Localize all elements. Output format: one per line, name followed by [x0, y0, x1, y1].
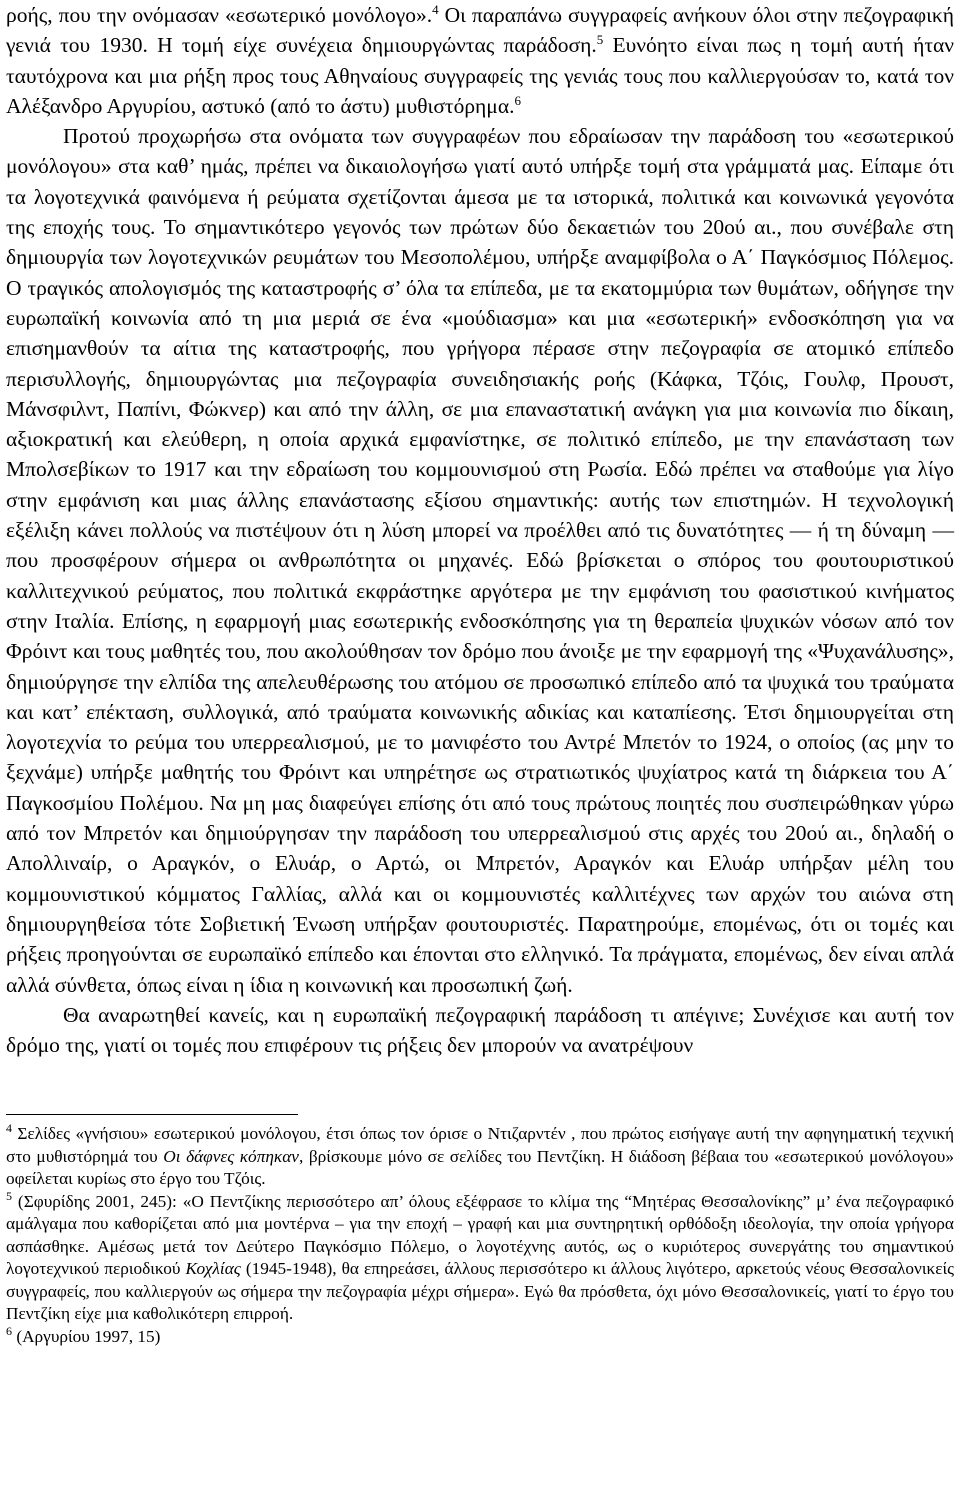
footnote-4-text-b: , βρίσκουμε μόνο σε σελίδες του Πεντζίκη. Η διάδοση βέβαια του «εσωτερικού μονόλογου» οφείλεται κυρίως στο έργο του Τζόις. — [6, 1146, 954, 1189]
paragraph-1-text-b: Οι παραπάνω συγγραφείς ανήκουν όλοι στην πεζογραφική γενιά του 1930. Η τομή είχε συνέχεια δημιουργώντας παράδοση. — [6, 3, 954, 58]
footnote-5-number: 5 — [6, 1189, 12, 1204]
footnote-4 — [6, 1123, 954, 1191]
body-paragraph-1 — [6, 0, 954, 121]
footnote-4-book-title: Οι δάφνες κόπηκαν — [163, 1146, 299, 1166]
footnote-5-text-a: (Σφυρίδης 2001, 245): «Ο Πεντζίκης περισσότερο απ’ όλους εξέφρασε το κλίμα της “Μητέρας Θεσσαλονίκης” μ’ ένα πεζογραφικό αμάλγαμα που καθορίζεται από μια μοντέρνα – για την εποχή – γραφή και μια συντηρητική ορθόδοξη ιδεολογία, την οποία γρήγορα ασπάσθηκε. Αμέσως μετά τον Δεύτερο Παγκόσμιο Πόλεμο, ο λογοτέχνης αυτός, ως ο κυριότερος συνεργάτης του σημαντικού λογοτεχνικού περιοδικού — [6, 1191, 954, 1279]
footnote-ref-4: 4 — [432, 1, 439, 17]
footnote-4-number: 4 — [6, 1121, 12, 1136]
paragraph-1-text-a: ροής, που την ονόμασαν «εσωτερικό μονόλογο». — [6, 3, 433, 27]
footnote-6-number: 6 — [6, 1324, 12, 1339]
footnote-ref-6: 6 — [514, 92, 521, 108]
body-paragraph-2: Προτού προχωρήσω στα ονόματα των συγγραφέων που εδραίωσαν την παράδοση του «εσωτερικού μονόλογου» στα καθ’ ημάς, πρέπει να δικαιολογήσω γιατί αυτό υπήρξε τομή στα γράμματά μας. Είπαμε ότι τα λογοτεχνικά φαινόμενα ή ρεύματα σχετίζονται άμεσα με τα ιστορικά, πολιτικά και κοινωνικά γεγονότα της εποχής τους. Το σημαντικότερο γεγονός των πρώτων δύο δεκαετιών του 20ού αι., που συνέβαλε στη δημιουργία των λογοτεχνικών ρευμάτων του Μεσοπολέμου, υπήρξε αναμφίβολα ο Α΄ Παγκόσμιος Πόλεμος. Ο τραγικός απολογισμός της καταστροφής σ’ όλα τα επίπεδα, με τα εκατομμύρια των θυμάτων, οδήγησε την ευρωπαϊκή κοινωνία από τη μια μεριά σε ένα «μούδιασμα» και μια «εσωτερική» ενδοσκόπηση για να επισημανθούν τα αίτια της καταστροφής, που γρήγορα πέρασε στην πεζογραφία σε ατομικό επίπεδο περισυλλογής, δημιουργώντας μια πεζογραφία συνειδησιακής ροής (Κάφκα, Τζόις, Γουλφ, Προυστ, Μάνσφιλντ, Παπίνι, Φώκνερ) και από την άλλη, σε μια επαναστατική ανάγκη για μια κοινωνία πιο δίκαιη, αξιοκρατική και ελεύθερη, η οποία αρχικά εμφανίστηκε, σε πολιτικό επίπεδο, με την επανάσταση των Μπολσεβίκων το 1917 και την εδραίωση του κομμουνισμού στη Ρωσία. Εδώ πρέπει να σταθούμε για λίγο στην εμφάνιση και μιας άλλης επανάστασης εξίσου σημαντικής: αυτής των επιστημών. Η τεχνολογική εξέλιξη κάνει πολλούς να πιστέψουν ότι η λύση μπορεί να προέλθει από τις δυνατότητες — ή τη δύναμη — που προσφέρουν σήμερα οι ανθρωπότητα οι μηχανές. Εδώ βρίσκεται ο σπόρος του φουτουριστικού καλλιτεχνικού ρεύματος, που πολιτικά εκφράστηκε αργότερα με την εμφάνιση του φασιστικού κινήματος στην Ιταλία. Επίσης, η εφαρμογή μιας εσωτερικής ενδοσκόπησης για τη θεραπεία ψυχικών νόσων από τον Φρόιντ και τους μαθητές του, που ακολούθησαν τον δρόμο που άνοιξε με την εφαρμογή της «Ψυχανάλυσης», δημιούργησε την ελπίδα της απελευθέρωσης του ατόμου σε προσωπικό επίπεδο από τα ψυχικά του τραύματα και κατ’ επέκταση, συλλογικά, από τραύματα κοινωνικής αδικίας και καταπίεσης. Έτσι δημιουργείται στη λογοτεχνία το ρεύμα του υπερρεαλισμού, με το μανιφέστο του Αντρέ Μπετόν το 1924, ο οποίος (ας μην το ξεχνάμε) υπήρξε μαθητής του Φρόιντ και υπηρέτησε ως στρατιωτικός ψυχίατρος κατά τη διάρκεια του Α΄ Παγκοσμίου Πολέμου. Να μη μας διαφεύγει επίσης ότι από τους πρώτους ποιητές που συσπειρώθηκαν γύρω από τον Μπρετόν και δημιούργησαν την παράδοση του υπερρεαλισμού στις αρχές του 20ού αι., δηλαδή ο Απολλιναίρ, ο Αραγκόν, ο Ελυάρ, ο Αρτώ, οι Μπρετόν, Αραγκόν και Ελυάρ υπήρξαν μέλη του κομμουνιστικού κόμματος Γαλλίας, αλλά και οι κομμουνιστές καλλιτέχνες των αρχών του αιώνα στη δημιουργηθείσα τότε Σοβιετική Ένωση υπήρξαν φουτουριστές. Παρατηρούμε, επομένως, ότι οι τομές και ρήξεις προηγούνται σε ευρωπαϊκό επίπεδο και έπονται στο ελληνικό. Τα πράγματα, επομένως, δεν είναι απλά αλλά σύνθετα, όπως είναι η ίδια η κοινωνική και προσωπική ζωή. — [6, 124, 954, 997]
footnote-5-journal-title: Κοχλίας — [185, 1259, 241, 1279]
footnote-5 — [6, 1191, 954, 1326]
document-page — [6, 0, 954, 1348]
footnote-ref-5: 5 — [596, 32, 604, 48]
paragraph-1-text-c: Ευνόητο είναι πως η τομή αυτή ήταν ταυτόχρονα και μια ρήξη προς τους Αθηναίους συγγραφείς της γενιάς τους που καλλιεργούσαν το, κατά τον Αλέξανδρο Αργυρίου, αστυκό (από το άστυ) μυθιστόρημα. — [6, 33, 954, 118]
footnote-6-text: (Αργυρίου 1997, 15) — [12, 1326, 161, 1346]
footnote-4-text-a: Σελίδες «γνήσιου» εσωτερικού μονόλογου, έτσι όπως τον όρισε ο Ντιζαρντέν , που πρώτος εισήγαγε αυτή την αφηγηματική τεχνική στο μυθιστόρημά του — [6, 1124, 954, 1166]
body-paragraph-3: Θα αναρωτηθεί κανείς, και η ευρωπαϊκή πεζογραφική παράδοση τι απέγινε; Συνέχισε και αυτή τον δρόμο της, γιατί οι τομές που επιφέρουν τις ρήξεις δεν μπορούν να ανατρέψουν — [6, 1002, 954, 1058]
footnote-separator — [6, 1114, 298, 1115]
footnote-5-text-b: (1945-1948), θα επηρεάσει, άλλους περισσότερο κι άλλους λιγότερο, αρκετούς νέους Θεσσαλονικείς συγγραφείς, που καλλιεργούν ως σήμερα την πεζογραφία μέχρι σήμερα». Εγώ θα πρόσθετα, όχι μόνο Θεσσαλονικείς, γιατί το έργο του Πεντζίκη είχε μια καθολικότερη επιρροή. — [6, 1259, 954, 1324]
footnote-6 — [6, 1326, 954, 1349]
